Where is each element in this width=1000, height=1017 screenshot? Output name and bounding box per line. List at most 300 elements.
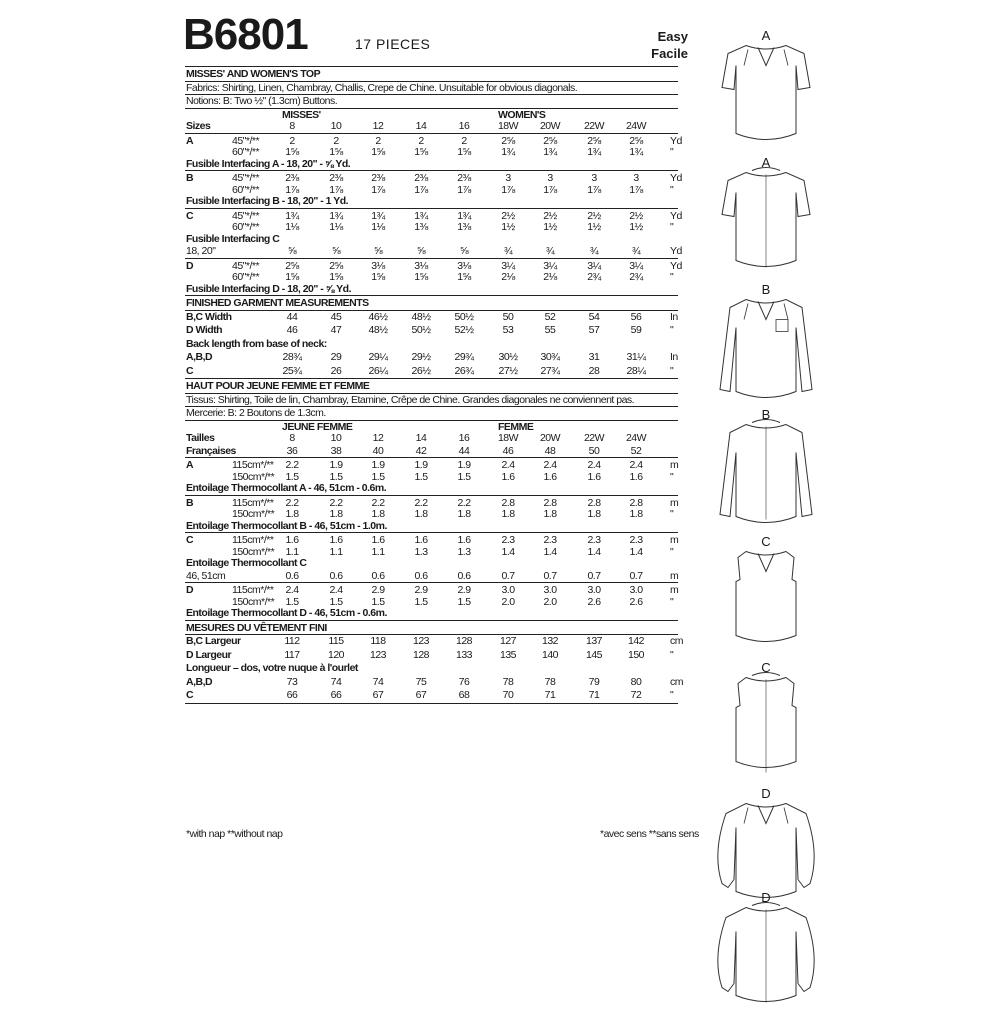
size-header: 12 [372, 432, 384, 444]
yardage-row-cell: 2⅜ [285, 172, 299, 184]
yardage-row-cell: 1.4 [629, 545, 643, 558]
width-row-cell: 50 [502, 310, 514, 323]
yardage-row-cell: 1¾ [285, 209, 299, 222]
yardage-row-cell: 1.5 [414, 470, 428, 483]
yardage-row-cell: 3.0 [629, 584, 643, 596]
size-header: 20W [539, 432, 561, 444]
size-header: 12 [372, 120, 384, 132]
yardage-row-cell: 3.0 [543, 584, 557, 596]
yardage-row-cell: 1⅞ [587, 183, 601, 196]
view-letter: B [186, 496, 194, 509]
size-header: 14 [415, 120, 427, 132]
width-label: B,C Width [186, 310, 232, 323]
interfacing-row-cell: ⅝ [373, 245, 383, 257]
interfacing-row-unit: m [670, 569, 679, 582]
interfacing-row-cell: ⅝ [331, 245, 341, 257]
yardage-row-cell: 3¼ [587, 259, 601, 272]
length-row-cell: 29½ [411, 351, 431, 363]
yardage-row-cell: 2.4 [285, 584, 299, 596]
yardage-row-cell: 1.8 [543, 508, 557, 520]
interfacing-text: Fusible Interfacing D - 18, 20" - ⅝ Yd. [186, 282, 351, 295]
yardage-row-cell: 1.5 [371, 470, 385, 483]
yardage-row-cell: 1.8 [329, 508, 343, 520]
interfacing-text: Fusible Interfacing A - 18, 20" - ⅝ Yd. [186, 157, 351, 170]
size-group-womens: WOMEN'S [498, 108, 546, 121]
width-row-cell: 133 [455, 648, 473, 661]
yardage-row-cell: 3⅛ [371, 259, 385, 272]
length-row-cell: 73 [286, 675, 298, 688]
yardage-row-cell: 2.4 [543, 459, 557, 471]
yardage-row-cell: 1.6 [543, 470, 557, 483]
yardage-row-cell: 1.5 [329, 595, 343, 608]
garment-sketch-back [711, 409, 821, 534]
yardage-row-cell: 1.8 [457, 508, 471, 520]
yardage-row-cell: 2⅜ [329, 172, 343, 184]
yardage-row-cell: 2.3 [629, 534, 643, 546]
yardage-row-cell: 2 [418, 134, 424, 147]
interfacing-row-cell: 0.7 [587, 569, 601, 582]
interfacing-text: Entoilage Thermocollant D - 46, 51cm - 0.6m. [186, 607, 387, 619]
yardage-row-cell: 1⅝ [371, 146, 385, 158]
yardage-row-cell: 2 [289, 134, 295, 147]
section-title: MISSES' AND WOMEN'S TOP [186, 68, 321, 80]
yardage-row-cell: 1⅝ [371, 271, 385, 283]
french-size-header: 42 [415, 444, 427, 457]
table-rule [185, 703, 678, 704]
table-rule [185, 170, 678, 171]
width-row-cell: 53 [502, 324, 514, 336]
yardage-row-cell: 1.6 [501, 470, 515, 483]
fabric-width: 150cm*/** [232, 595, 275, 608]
length-row-cell: 71 [544, 689, 556, 701]
width-row-cell: 137 [585, 635, 603, 647]
back-length-title: Longueur – dos, votre nuque à l'ourlet [186, 662, 358, 674]
width-row-cell: 142 [627, 635, 645, 647]
french-size-header: 48 [544, 444, 556, 457]
width-row-cell: 45 [330, 310, 342, 323]
yardage-row-cell: 1.1 [329, 545, 343, 558]
yardage-row-cell: 1⅝ [329, 146, 343, 158]
yardage-row-cell: 3¼ [543, 259, 557, 272]
table-rule [185, 634, 678, 635]
sizes-label: Tailles [186, 432, 215, 444]
length-label: A,B,D [186, 351, 213, 363]
length-row-cell: 78 [502, 675, 514, 688]
yardage-row-cell: 3⅛ [457, 259, 471, 272]
width-row-cell: 46½ [368, 310, 388, 323]
french-size-header: 50 [588, 444, 600, 457]
width-row-cell: 150 [627, 648, 645, 661]
yardage-row-cell: 1⅞ [371, 183, 385, 196]
width-row-cell: 52 [544, 310, 556, 323]
yardage-row-cell: 1⅜ [457, 221, 471, 233]
yardage-row-cell: 1¾ [414, 209, 428, 222]
yardage-row-cell: 1.8 [371, 508, 385, 520]
section-title: HAUT POUR JEUNE FEMME ET FEMME [186, 380, 370, 392]
garment-sketch-front [711, 284, 821, 409]
yardage-row-cell: 2.2 [285, 459, 299, 471]
view-letter: C [186, 209, 194, 222]
garment-sketch-front [711, 30, 821, 155]
notions-text: Mercerie: B: 2 Boutons de 1.3cm. [186, 407, 326, 419]
width-row-cell: 115 [328, 635, 344, 647]
width-row-cell: 120 [327, 648, 345, 661]
length-label: C [186, 689, 194, 701]
yardage-row-cell: 2⅝ [629, 134, 643, 147]
fabric-width: 60"*/** [232, 146, 260, 158]
table-rule [185, 457, 678, 458]
yardage-row-cell: 2¾ [587, 271, 601, 283]
length-row-cell: 26 [330, 364, 342, 377]
yardage-row-cell: 2⅜ [457, 172, 471, 184]
yardage-row-cell: 1½ [587, 221, 601, 233]
length-row-unit: " [670, 689, 674, 701]
length-row-cell: 70 [502, 689, 514, 701]
view-label: D [761, 786, 771, 801]
interfacing-text: Entoilage Thermocollant B - 46, 51cm - 1.0m. [186, 519, 387, 532]
interfacing-title: Entoilage Thermocollant C [186, 557, 307, 569]
length-row-cell: 66 [286, 689, 298, 701]
yardage-row-cell: 2⅜ [414, 172, 428, 184]
table-rule [185, 620, 678, 621]
length-row-cell: 67 [415, 689, 427, 701]
yardage-row-cell: 2.0 [543, 595, 557, 608]
size-header: 10 [330, 120, 342, 132]
interfacing-row-cell: 0.7 [501, 569, 515, 582]
width-row-cell: 50½ [411, 324, 431, 336]
yardage-row-cell: 1½ [501, 221, 515, 233]
table-rule [185, 378, 678, 379]
interfacing-row-cell: ⅝ [287, 245, 297, 257]
interfacing-text: Fusible Interfacing B - 18, 20" - 1 Yd. [186, 195, 349, 207]
length-row-cell: 28¾ [282, 351, 302, 363]
width-row-cell: 55 [544, 324, 556, 336]
yardage-row-cell: 3.0 [501, 584, 515, 596]
length-row-cell: 72 [630, 689, 642, 701]
garment-sketch-back [711, 662, 821, 787]
size-header: 8 [289, 120, 295, 132]
garment-sketch-front [711, 536, 821, 661]
yardage-row-cell: 1.6 [414, 534, 428, 546]
length-row-cell: 74 [330, 675, 342, 688]
yardage-row-cell: 1⅞ [414, 183, 428, 196]
difficulty [620, 28, 688, 62]
yardage-row-unit: Yd [670, 172, 682, 184]
length-row-cell: 68 [458, 689, 470, 701]
yardage-row-cell: 2.6 [629, 595, 643, 608]
length-row-cell: 26¼ [368, 364, 388, 377]
yardage-row-cell: 1¾ [543, 146, 557, 158]
width-label: D Width [186, 324, 223, 336]
yardage-row-cell: 1.5 [457, 470, 471, 483]
length-row-cell: 31¼ [626, 351, 646, 363]
yardage-row-cell: 2.4 [501, 459, 515, 471]
table-rule [185, 208, 678, 209]
length-label: A,B,D [186, 675, 213, 688]
yardage-row-cell: 1⅞ [329, 183, 343, 196]
yardage-row-cell: 1⅞ [629, 183, 643, 196]
yardage-row-cell: 2.8 [501, 496, 515, 509]
yardage-row-cell: 1.8 [414, 508, 428, 520]
yardage-row-cell: 2⅝ [587, 134, 601, 147]
garment-sketch-back [711, 892, 821, 1017]
width-row-unit: In [670, 310, 678, 323]
interfacing-row-cell: 0.6 [414, 569, 428, 582]
yardage-row-unit: Yd [670, 134, 682, 147]
yardage-row-cell: 1⅜ [414, 221, 428, 233]
width-row-unit: " [670, 648, 674, 661]
yardage-row-cell: 1.6 [329, 534, 343, 546]
yardage-row-cell: 1.9 [457, 459, 471, 471]
width-row-cell: 57 [588, 324, 600, 336]
yardage-row-cell: 1.4 [543, 545, 557, 558]
fabric-width: 60"*/** [232, 271, 260, 283]
fabric-width: 45"*/** [232, 172, 260, 184]
size-header: 22W [583, 120, 605, 132]
yardage-row-cell: 2.8 [587, 496, 601, 509]
fabric-width: 115cm*/** [232, 496, 274, 509]
interfacing-row-cell: ¾ [545, 245, 555, 257]
yardage-row-cell: 2 [333, 134, 339, 147]
yardage-row-cell: 1.9 [371, 459, 385, 471]
yardage-row-cell: 3⅛ [414, 259, 428, 272]
yardage-row-cell: 2⅝ [543, 134, 557, 147]
interfacing-row-unit: Yd [670, 245, 682, 257]
yardage-row-cell: 1.6 [629, 470, 643, 483]
yardage-row-unit: " [670, 271, 674, 283]
yardage-row-cell: 1⅝ [329, 271, 343, 283]
size-header: 14 [415, 432, 427, 444]
yardage-row-cell: 1.1 [285, 545, 299, 558]
yardage-row-cell: 1¾ [587, 146, 601, 158]
table-rule [185, 310, 678, 311]
yardage-row-cell: 2½ [587, 209, 601, 222]
interfacing-width: 46, 51cm [186, 569, 226, 582]
length-row-unit: In [670, 351, 678, 363]
view-label: B [761, 407, 771, 422]
yardage-row-cell: 1⅞ [457, 183, 471, 196]
yardage-row-cell: 2.2 [371, 496, 385, 509]
length-row-cell: 78 [544, 675, 556, 688]
length-row-cell: 79 [588, 675, 600, 688]
yardage-row-unit: " [670, 146, 674, 158]
yardage-row-cell: 2⅝ [329, 259, 343, 272]
yardage-row-cell: 1.4 [501, 545, 515, 558]
interfacing-row-cell: 0.6 [371, 569, 385, 582]
yardage-row-cell: 1.6 [587, 470, 601, 483]
yardage-row-cell: 1.5 [285, 470, 299, 483]
width-label: D Largeur [186, 648, 232, 661]
french-size-header: 44 [458, 444, 470, 457]
yardage-row-cell: 2.6 [587, 595, 601, 608]
width-row-unit: " [670, 324, 674, 336]
width-row-cell: 47 [330, 324, 342, 336]
yardage-row-cell: 3 [591, 172, 597, 184]
yardage-row-cell: 1.6 [285, 534, 299, 546]
yardage-row-cell: 2⅛ [501, 271, 515, 283]
width-label: B,C Largeur [186, 635, 241, 647]
size-header: 24W [625, 432, 647, 444]
yardage-row-cell: 1¾ [329, 209, 343, 222]
length-row-cell: 28 [588, 364, 600, 377]
width-row-cell: 123 [369, 648, 387, 661]
yardage-row-cell: 1.8 [587, 508, 601, 520]
yardage-row-cell: 2½ [543, 209, 557, 222]
length-row-cell: 67 [372, 689, 384, 701]
measurements-title: FINISHED GARMENT MEASUREMENTS [186, 297, 369, 309]
yardage-row-cell: 1⅞ [501, 183, 515, 196]
fabric-width: 60"*/** [232, 183, 260, 196]
yardage-row-unit: " [670, 545, 674, 558]
yardage-row-cell: 2.9 [457, 584, 471, 596]
yardage-row-cell: 1⅝ [285, 271, 299, 283]
length-row-cell: 30¾ [540, 351, 560, 363]
garment-sketch-back [711, 157, 821, 282]
view-letter: A [186, 459, 194, 471]
yardage-row-cell: 1.9 [329, 459, 343, 471]
width-row-cell: 127 [499, 635, 517, 647]
yardage-row-cell: 1⅛ [329, 221, 343, 233]
yardage-row-cell: 2½ [501, 209, 515, 222]
yardage-row-cell: 1.6 [371, 534, 385, 546]
width-row-cell: 59 [630, 324, 642, 336]
size-header: 22W [583, 432, 605, 444]
yardage-row-cell: 1¾ [457, 209, 471, 222]
size-header: 18W [497, 432, 519, 444]
yardage-row-cell: 1⅞ [285, 183, 299, 196]
interfacing-row-cell: ¾ [631, 245, 641, 257]
yardage-row-cell: 1⅞ [543, 183, 557, 196]
yardage-row-cell: 1½ [543, 221, 557, 233]
width-row-unit: cm [670, 635, 683, 647]
length-row-cell: 29 [330, 351, 342, 363]
yardage-row-cell: 2⅝ [501, 134, 515, 147]
length-row-cell: 26½ [411, 364, 431, 377]
yardage-row-cell: 2.8 [543, 496, 557, 509]
width-row-cell: 135 [499, 648, 517, 661]
yardage-row-cell: 1.5 [371, 595, 385, 608]
view-label: D [761, 890, 771, 905]
width-row-cell: 52½ [454, 324, 474, 336]
yardage-row-cell: 2⅝ [285, 259, 299, 272]
size-header: 8 [289, 432, 295, 444]
length-row-cell: 27½ [498, 364, 518, 377]
fabric-width: 45"*/** [232, 209, 260, 222]
width-row-cell: 44 [286, 310, 298, 323]
width-row-cell: 48½ [368, 324, 388, 336]
size-group-misses: JEUNE FEMME [282, 420, 353, 433]
yardage-row-cell: 1⅛ [285, 221, 299, 233]
yardage-row-cell: 1¾ [371, 209, 385, 222]
yardage-row-cell: 1⅝ [457, 146, 471, 158]
yardage-row-unit: " [670, 595, 674, 608]
interfacing-row-cell: 0.6 [457, 569, 471, 582]
table-rule [185, 582, 678, 583]
fabrics-text: Tissus: Shirting, Toile de lin, Chambray, Etamine, Crêpe de Chine. Grandes diagonales ne conviennent pas. [186, 393, 635, 406]
yardage-row-cell: 2 [461, 134, 467, 147]
view-letter: D [186, 259, 194, 272]
yardage-row-cell: 3.0 [587, 584, 601, 596]
yardage-row-cell: 1.8 [501, 508, 515, 520]
yardage-row-cell: 1.1 [371, 545, 385, 558]
yardage-row-cell: 2 [375, 134, 381, 147]
length-row-cell: 25¾ [282, 364, 302, 377]
width-row-cell: 128 [412, 648, 430, 661]
yardage-row-cell: 1.3 [457, 545, 471, 558]
yardage-row-cell: 2.2 [457, 496, 471, 509]
yardage-row-cell: 1.5 [414, 595, 428, 608]
length-row-cell: 29¾ [454, 351, 474, 363]
yardage-row-cell: 2.0 [501, 595, 515, 608]
yardage-row-cell: 2⅜ [371, 172, 385, 184]
view-label: B [761, 282, 771, 297]
yardage-row-cell: 3 [547, 172, 553, 184]
difficulty-en: Easy [657, 29, 688, 44]
width-row-cell: 117 [284, 648, 300, 661]
table-rule [185, 420, 678, 421]
yardage-row-cell: 1.9 [414, 459, 428, 471]
yardage-row-unit: Yd [670, 209, 682, 222]
width-row-cell: 132 [541, 635, 559, 647]
yardage-row-unit: m [670, 584, 679, 596]
yardage-row-cell: 2.8 [629, 496, 643, 509]
yardage-row-cell: 1.6 [457, 534, 471, 546]
fabric-width: 60"*/** [232, 221, 260, 233]
yardage-row-cell: 2.4 [329, 584, 343, 596]
yardage-row-unit: " [670, 183, 674, 196]
yardage-row-cell: 2.3 [587, 534, 601, 546]
view-label: C [761, 660, 771, 675]
yardage-row-cell: 1¾ [501, 146, 515, 158]
yardage-row-cell: 2.9 [414, 584, 428, 596]
fabric-width: 150cm*/** [232, 508, 275, 520]
size-header: 18W [497, 120, 519, 132]
yardage-row-cell: 3¼ [629, 259, 643, 272]
size-header: 16 [458, 120, 470, 132]
interfacing-text: Entoilage Thermocollant A - 46, 51cm - 0.6m. [186, 482, 387, 494]
length-row-cell: 66 [330, 689, 342, 701]
yardage-row-cell: 3¼ [501, 259, 515, 272]
length-row-cell: 26¾ [454, 364, 474, 377]
yardage-row-cell: 2.9 [371, 584, 385, 596]
size-group-womens: FEMME [498, 420, 534, 433]
interfacing-row-cell: ¾ [503, 245, 513, 257]
yardage-row-unit: m [670, 534, 679, 546]
view-letter: D [186, 584, 194, 596]
yardage-row-cell: 2½ [629, 209, 643, 222]
yardage-row-cell: 1⅛ [371, 221, 385, 233]
footnote-en: *with nap **without nap [186, 828, 283, 840]
yardage-row-cell: 1⅝ [457, 271, 471, 283]
interfacing-title: Fusible Interfacing C [186, 232, 280, 245]
interfacing-row-cell: ⅝ [459, 245, 469, 257]
yardage-row-unit: m [670, 459, 679, 471]
length-row-cell: 29¼ [368, 351, 388, 363]
interfacing-row-cell: 0.6 [285, 569, 299, 582]
interfacing-row-cell: ⅝ [416, 245, 426, 257]
interfacing-width: 18, 20" [186, 245, 216, 257]
view-letter: A [186, 134, 194, 147]
length-row-cell: 74 [372, 675, 384, 688]
width-row-cell: 145 [585, 648, 603, 661]
view-label: A [761, 28, 771, 43]
yardage-row-unit: " [670, 470, 674, 483]
interfacing-row-cell: ¾ [589, 245, 599, 257]
length-row-unit: cm [670, 675, 683, 688]
yardage-row-cell: 1½ [629, 221, 643, 233]
yardage-row-cell: 2⅛ [543, 271, 557, 283]
width-row-cell: 48½ [411, 310, 431, 323]
